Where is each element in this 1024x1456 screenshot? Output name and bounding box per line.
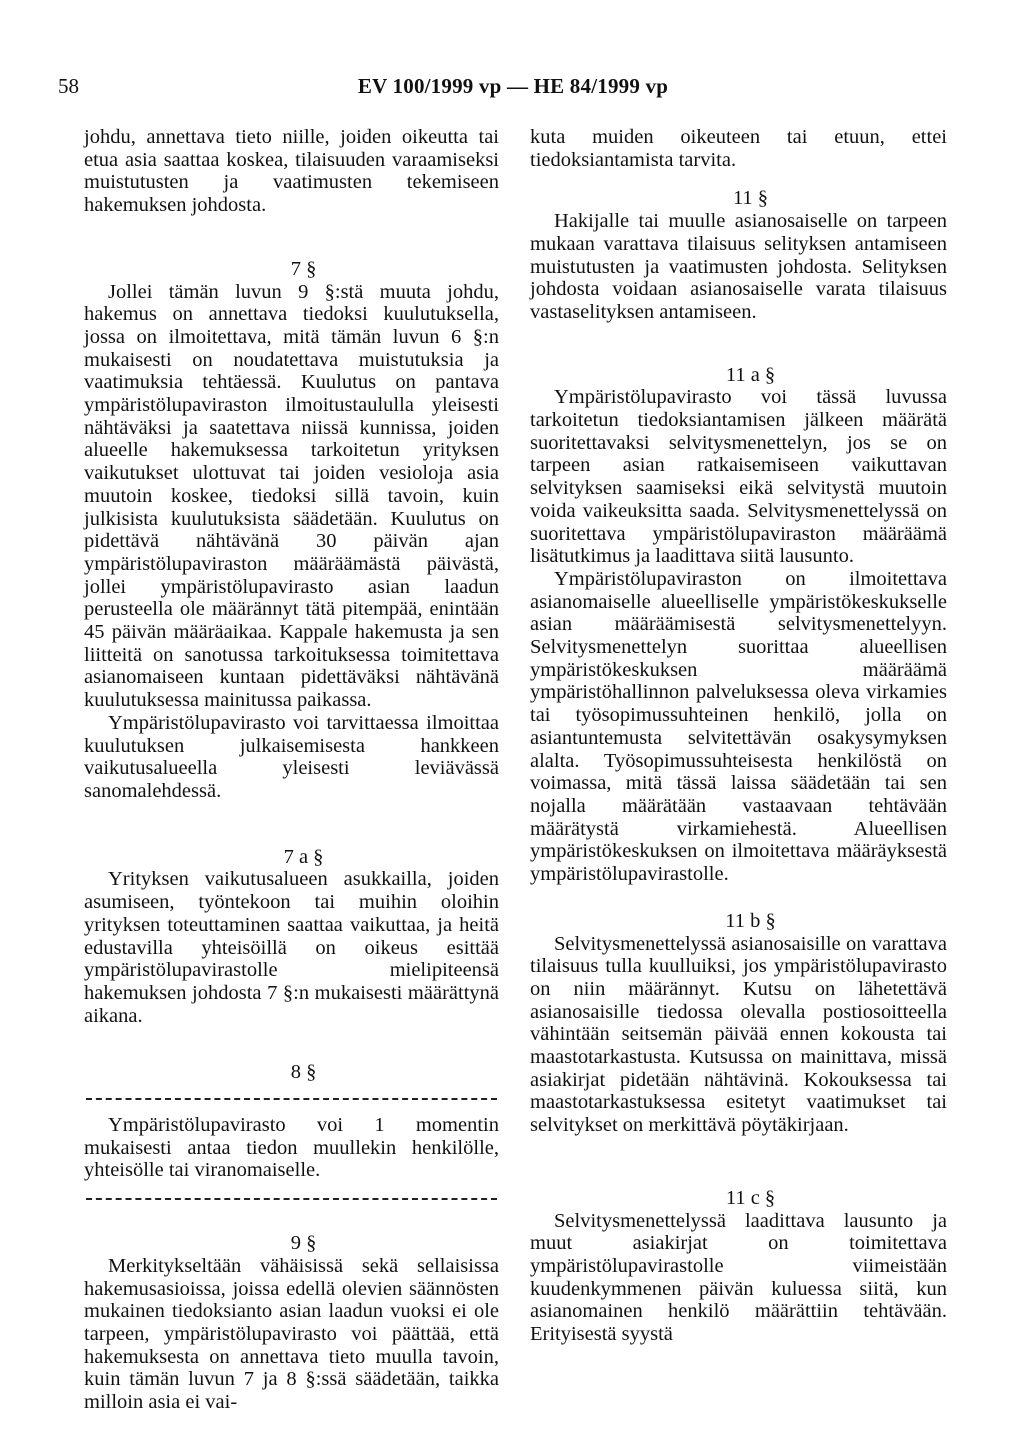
section-11a-paragraph-2: Ympäristölupaviraston on ilmoitettava asianomaiselle alueelliselle ympäristökeskukselle asian määräämisestä selvitysmenettelyyn. Selvitysmenettelyn suorittaa alueellisen ympäristökeskuksen määräämä ympäristöhallinnon palveluksessa oleva virkamies tai työsopimussuhteinen henkilö, jolla on asiantuntemusta selvitettävän osakysymyksen alalta. Työsopimussuhteisesta henkilöstä on voimassa, mitä tässä laissa säädetään tai sen nojalla määrätään vastaavaan tehtävään määrätystä virkamiehestä. Alueellisen ympäristökeskuksen on ilmoitettava määräyksestä ympäristölupavirastolle.	[530, 567, 947, 886]
section-8-paragraph-1: Ympäristölupavirasto voi 1 momentin mukaisesti antaa tiedon muullekin henkilölle, yhteisölle tai viranomaiselle.	[84, 1114, 499, 1182]
section-11b-paragraph-1: Selvitysmenettelyssä asianosaisille on varattava tilaisuus tulla kuulluiksi, jos ympäristölupavirasto on niin määrännyt. Kutsu on lähetettävä asianosaisille tiedossa olevalla postiosoitteella vähintään seitsemän päivää ennen kokousta tai maastotarkastusta. Kutsussa on mainittava, missä asiakirjat pidetään nähtävinä. Kokouksessa tai maastotarkastuksessa esitetyt vaatimukset tai selvitykset on merkittävä pöytäkirjaan.	[530, 932, 947, 1137]
page-header	[58, 74, 968, 104]
section-9-paragraph-1: Merkitykseltään vähäisissä sekä sellaisissa hakemusasioissa, joissa edellä olevien säännösten mukainen tiedoksianto asian laadun vuoksi ei ole tarpeen, ympäristölupavirasto voi päättää, että hakemuksesta on annettava tieto muulla tavoin, kuin tämän luvun 7 ja 8 §:ssä säädetään, taikka milloin asia ei vai-	[84, 1254, 499, 1414]
section-7-paragraph-1: Jollei tämän luvun 9 §:stä muuta johdu, hakemus on annettava tiedoksi kuulutuksella, jossa on ilmoitettava, mitä tämän luvun 6 §:n mukaisesti on noudatettava muistutuksia ja vaatimuksia tehtäessä. Kuulutus on pantava ympäristölupaviraston ilmoitustaululla yleisesti nähtäväksi ja saatettava niissä kunnissa, joiden alueelle hakemuksessa tarkoitetun yrityksen vaikutukset ulottuvat tai joiden vesioloja asia muutoin koskee, tiedoksi sillä tavoin, kuin julkisista kuulutuksista säädetään. Kuulutus on pidettävä nähtävänä 30 päivän ajan ympäristölupaviraston määräämästä päivästä, jollei ympäristölupavirasto asian laadun perusteella ole määrännyt tätä pitempää, enintään 45 päivän määräaikaa. Kappale hakemusta ja sen liitteitä on sanotussa tarkoituksessa toimitettava asianomaiseen kuntaan pidettäväksi nähtävänä kuulutuksessa mainitussa paikassa.	[84, 280, 499, 712]
section-11-heading: 11 §	[732, 187, 769, 210]
section-9-heading: 9 §	[290, 1232, 317, 1255]
section-7-heading: 7 §	[290, 257, 317, 280]
section-8-heading: 8 §	[290, 1061, 317, 1084]
left-intro-paragraph: johdu, annettava tieto niille, joiden oikeutta tai etua asia saattaa koskea, tilaisuuden varaamiseksi muistutusten ja vaatimusten tekemiseen hakemuksen johdosta.	[84, 126, 499, 217]
section-7a-heading: 7 a §	[283, 845, 324, 868]
running-title: EV 100/1999 vp — HE 84/1999 vp	[357, 74, 669, 98]
right-column	[530, 126, 947, 1346]
section-11b-heading: 11 b §	[725, 909, 776, 932]
page-number: 58	[58, 74, 79, 98]
section-11c-heading: 11 c §	[725, 1186, 776, 1209]
section-7a-paragraph-1: Yrityksen vaikutusalueen asukkailla, joiden asumiseen, työntekoon tai muihin oloihin yrityksen toteuttaminen saattaa vaikuttaa, ja heitä edustavilla yhteisöillä on oikeus esittää ympäristölupavirastolle mielipiteensä hakemuksen johdosta 7 §:n mukaisesti määrättynä aikana.	[84, 868, 499, 1027]
section-11a-heading: 11 a §	[725, 363, 776, 386]
section-11-paragraph-1: Hakijalle tai muulle asianosaiselle on tarpeen mukaan varattava tilaisuus selityksen antamiseen muistutusten ja vaatimusten johdosta. Selityksen johdosta voidaan asianosaiselle varata tilaisuus vastaselityksen antamiseen.	[530, 210, 947, 323]
section-11a-paragraph-1: Ympäristölupavirasto voi tässä luvussa tarkoitetun tiedoksiantamisen jälkeen määrätä suoritettavaksi selvitysmenettelyn, jos se on tarpeen asian ratkaisemiseen vaikuttavan selvityksen saamiseksi eikä selvitystä muutoin voida vaikeuksitta saada. Selvitysmenettelyssä on suoritettava ympäristölupaviraston määräämä lisätutkimus ja laadittava siitä lausunto.	[530, 386, 947, 568]
section-11c-paragraph-1: Selvitysmenettelyssä laadittava lausunto ja muut asiakirjat on toimitettava ympäristölupavirastolle viimeistään kuudenkymmenen päivän kuluessa siitä, kun asianomainen henkilö määrättiin tehtävään. Erityisestä syystä	[530, 1209, 947, 1346]
section-7-paragraph-2: Ympäristölupavirasto voi tarvittaessa ilmoittaa kuulutuksen julkaisemisesta hankkeen vaikutusalueella yleisesti leviävässä sanomalehdessä.	[84, 711, 499, 802]
right-intro-paragraph: kuta muiden oikeuteen tai etuun, ettei tiedoksiantamista tarvita.	[530, 126, 947, 171]
left-column	[84, 126, 499, 1414]
